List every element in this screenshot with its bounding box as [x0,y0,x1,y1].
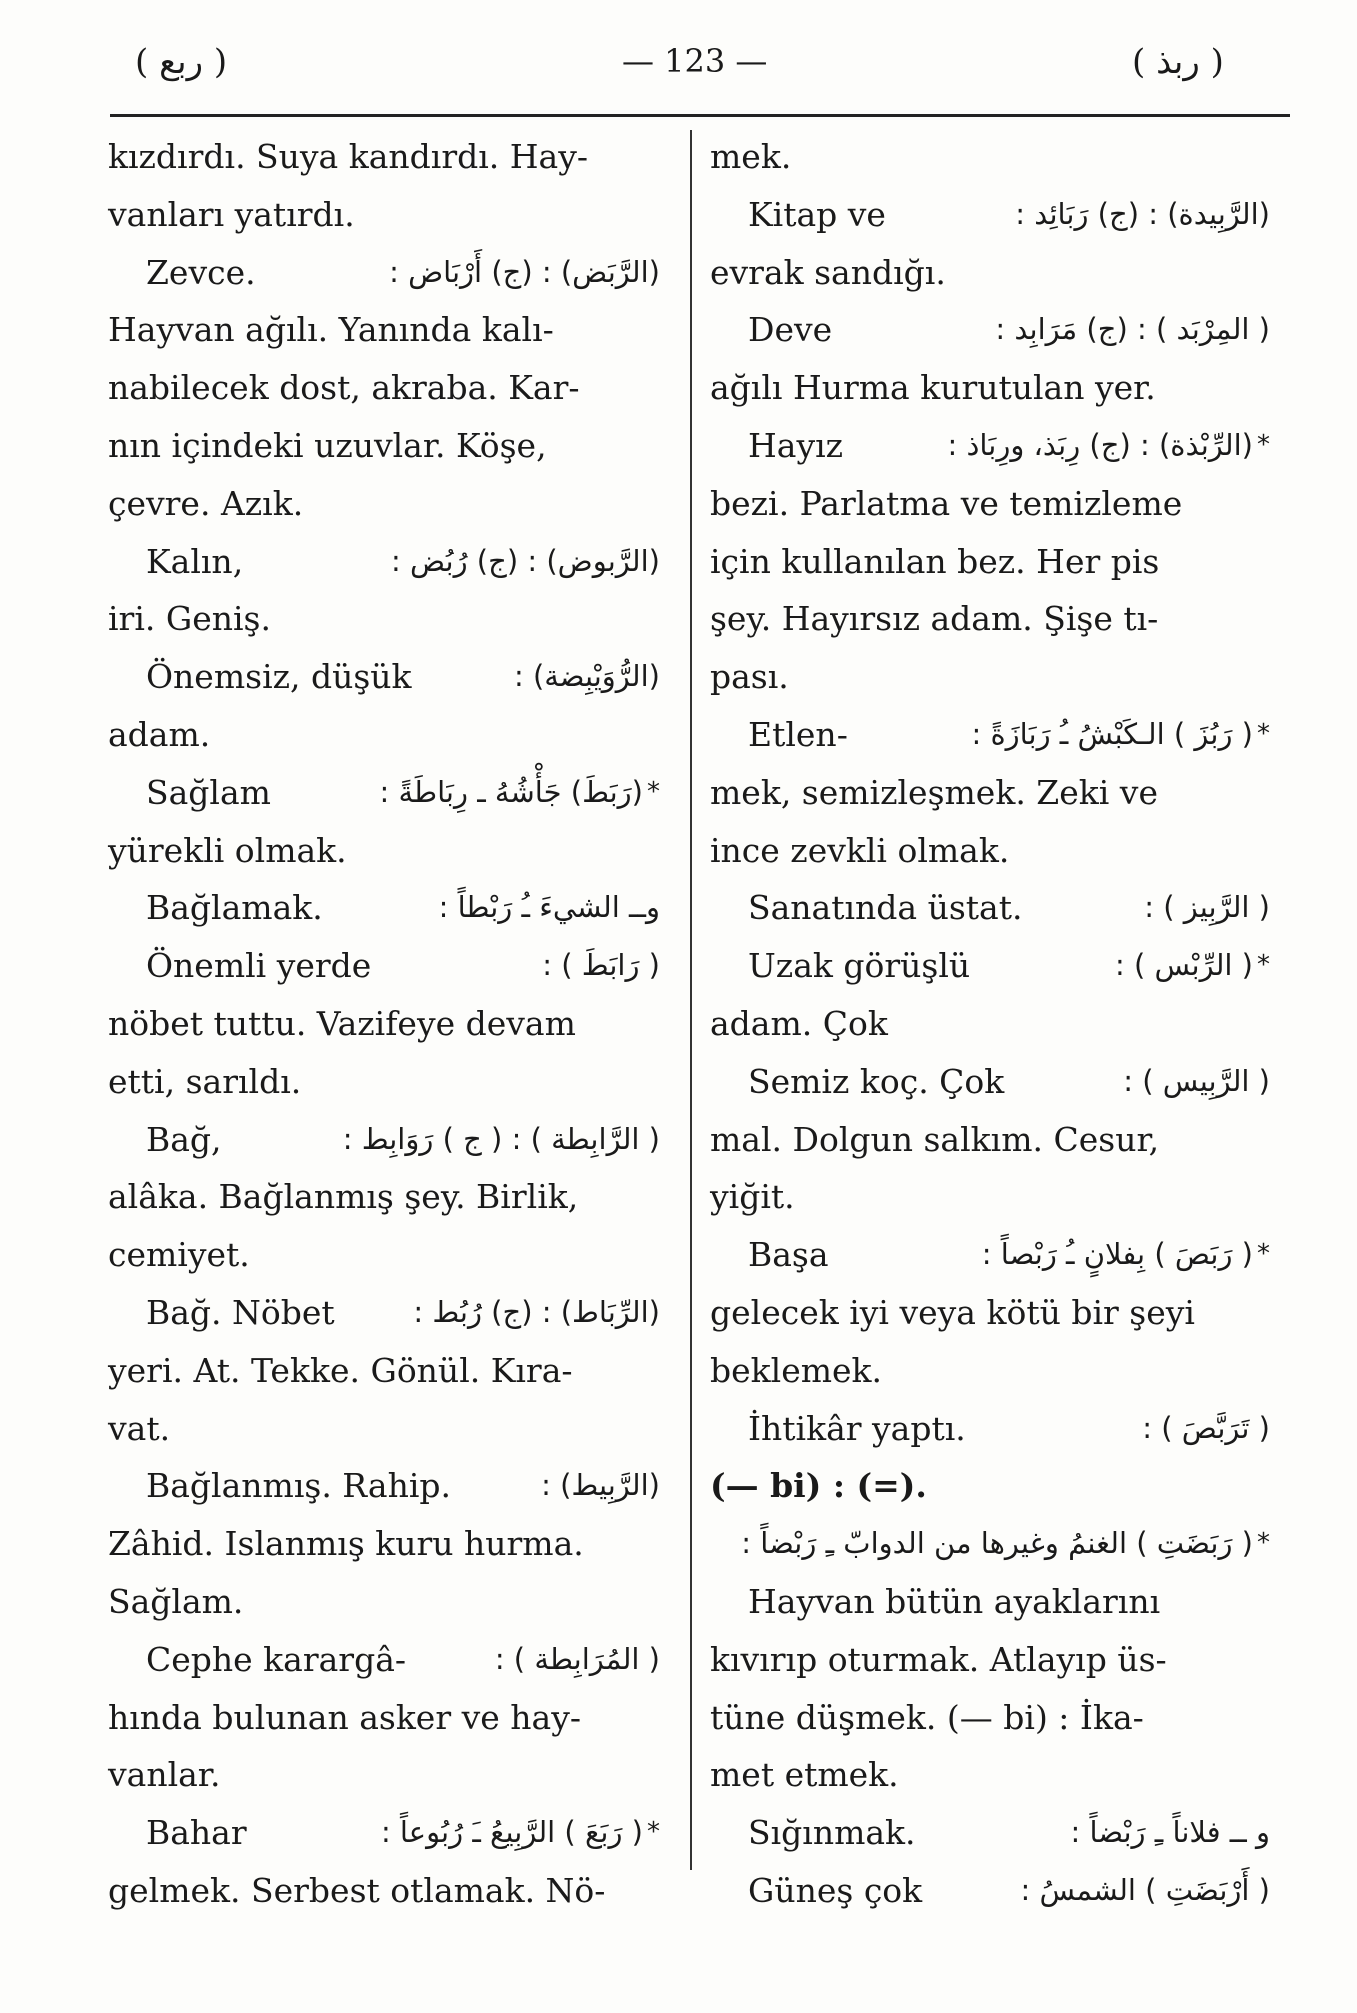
text-line [710,1862,1270,1920]
text-line [108,1053,660,1111]
text-line [108,1804,660,1862]
arabic-headword: (الرَّبِيط) : [541,1468,660,1503]
text-line [710,1342,1270,1400]
arabic-headword: ( المُرَابِطة ) : [494,1641,660,1676]
text-line [108,822,660,880]
turkish-text: cemiyet. [108,1235,250,1275]
arabic-headword: (الرَّبِيدة) : (ج) رَبَائِد : [1015,196,1270,231]
arabic-headword: (الرُّوَيْبِضة) : [513,659,660,694]
arabic-headword: ( رَبَصَ ) بِفلانٍ ـُ رَبْصاً : [981,1237,1253,1272]
asterisk-marker: * [1257,950,1270,981]
turkish-text: bezi. Parlatma ve temizleme [710,483,1183,523]
text-line [710,1053,1270,1111]
turkish-text: ince zevkli olmak. [710,830,1010,870]
turkish-text: adam. [108,714,211,754]
turkish-text: mek. [710,137,792,176]
turkish-text: çevre. Azık. [108,483,304,523]
turkish-text: (— bi) : (=). [710,1466,927,1506]
text-line [710,995,1270,1053]
text-line [108,1573,660,1631]
text-line [710,706,1270,764]
turkish-text: yiğit. [710,1177,795,1217]
text-line [710,475,1270,533]
text-line [710,244,1270,302]
text-line [108,244,660,302]
arabic-headword: و ــ فلاناً ـِ رَبْضاً : [1070,1815,1270,1850]
turkish-text: vat. [108,1408,171,1448]
turkish-text: Sağlam. [108,1581,244,1621]
turkish-text: adam. Çok [710,1003,888,1043]
arabic-headword: ( رَبَعَ ) الرَّبِيعُ ـَ رُبُوعاً : [380,1815,643,1850]
turkish-text: Başa [748,1235,829,1275]
turkish-text: Sağlam [146,772,271,812]
turkish-text: Bağ, [146,1119,222,1159]
turkish-text: vanları yatırdı. [108,194,355,234]
text-line [710,1400,1270,1458]
asterisk-marker: * [1257,718,1270,749]
turkish-text: yeri. At. Tekke. Gönül. Kıra- [108,1350,573,1390]
text-line [710,937,1270,995]
turkish-text: nabilecek dost, akraba. Kar- [108,368,580,408]
text-line [710,1284,1270,1342]
turkish-text: Kitap ve [748,194,886,234]
text-line [108,186,660,244]
arabic-headword: (الرَّبَض) : (ج) أَرْبَاض : [389,254,660,289]
asterisk-marker: * [1257,1239,1270,1270]
text-line [710,186,1270,244]
text-line [108,1284,660,1342]
arabic-headword: ( المِرْبَد ) : (ج) مَرَابِد : [995,312,1270,347]
turkish-text: Bağ. Nöbet [146,1292,335,1332]
arabic-headword: (الرِّبْذة) : (ج) رِبَذ، ورِبَاذ : [947,427,1253,462]
turkish-text: nın içindeki uzuvlar. Köşe, [108,425,547,465]
turkish-text: Uzak görüşlü [748,946,971,986]
turkish-text: nöbet tuttu. Vazifeye devam [108,1003,576,1043]
text-line [710,879,1270,937]
text-line [108,1226,660,1284]
turkish-text: tüne düşmek. (— bi) : İka- [710,1697,1144,1737]
text-line [710,1689,1270,1747]
text-line [710,1631,1270,1689]
text-line [108,879,660,937]
text-line [108,475,660,533]
turkish-text: Önemsiz, düşük [146,657,412,697]
turkish-text: beklemek. [710,1350,883,1390]
arabic-headword: (الرَّبوض) : (ج) رُبُض : [390,543,660,578]
turkish-text: iri. Geniş. [108,599,271,639]
header-left-root-word: ( ربع ) [135,42,228,82]
text-line [108,1342,660,1400]
turkish-text: kıvırıp oturmak. Atlayıp üs- [710,1639,1167,1679]
text-line [108,128,660,186]
text-line [108,706,660,764]
turkish-text: hında bulunan asker ve hay- [108,1697,581,1737]
text-line [710,1226,1270,1284]
text-line [710,648,1270,706]
column-divider [690,130,692,1870]
text-line [710,590,1270,648]
turkish-text: kızdırdı. Suya kandırdı. Hay- [108,137,588,176]
left-column [108,128,660,1920]
turkish-text: Hayız [748,425,844,465]
turkish-text: Bahar [146,1813,247,1853]
arabic-headword: ( رَبَضَتِ ) الغنمُ وغيرها من الدوابّ ـِ رَبْضاً : [741,1526,1253,1561]
turkish-text: alâka. Bağlanmış şey. Birlik, [108,1177,579,1217]
turkish-text: Kalın, [146,541,244,581]
arabic-headword: ( تَرَبَّصَ ) : [1142,1410,1270,1445]
asterisk-marker: * [1257,429,1270,460]
right-column [710,128,1270,1920]
text-line [108,995,660,1053]
text-line [710,128,1270,186]
arabic-headword: (الرِّبَاط) : (ج) رُبُط : [413,1294,660,1329]
turkish-text: için kullanılan bez. Her pis [710,541,1160,581]
text-line [710,359,1270,417]
page-number: — 123 — [622,42,768,80]
text-line [108,301,660,359]
turkish-text: mal. Dolgun salkım. Cesur, [710,1119,1160,1159]
text-line [108,1631,660,1689]
arabic-headword: ( رَبُزَ ) الـكَبْشُ ـُ رَبَازَةً : [971,716,1253,751]
text-line [710,301,1270,359]
turkish-text: gelecek iyi veya kötü bir şeyi [710,1292,1195,1332]
turkish-text: Semiz koç. Çok [748,1061,1005,1101]
text-line [710,1804,1270,1862]
turkish-text: Sanatında üstat. [748,888,1023,928]
arabic-headword: (رَبَطَ) جَأْشُهُ ـ رِبَاطَةً : [379,774,643,809]
asterisk-marker: * [647,776,660,807]
text-line [108,1862,660,1920]
text-line [108,1168,660,1226]
text-line [710,1168,1270,1226]
turkish-text: evrak sandığı. [710,252,946,292]
turkish-text: Önemli yerde [146,946,372,986]
text-line [108,590,660,648]
turkish-text: Hayvan bütün ayaklarını [748,1581,1161,1621]
turkish-text: Bağlamak. [146,888,323,928]
arabic-headword: ( الرَّابِطة ) : ( ج ) رَوَابِط : [342,1121,660,1156]
turkish-text: Zâhid. Islanmış kuru hurma. [108,1524,584,1564]
turkish-text: mek, semizleşmek. Zeki ve [710,772,1158,812]
turkish-text: Etlen- [748,714,848,754]
turkish-text: Güneş çok [748,1870,923,1910]
turkish-text: Bağlanmış. Rahip. [146,1466,451,1506]
turkish-text: Hayvan ağılı. Yanında kalı- [108,310,554,350]
text-line [108,1111,660,1169]
header-right-root-word: ( ربذ ) [1132,42,1224,82]
text-line [108,764,660,822]
text-line [108,417,660,475]
text-line [710,822,1270,880]
text-line [710,533,1270,591]
turkish-text: Cephe karargâ- [146,1639,407,1679]
turkish-text: şey. Hayırsız adam. Şişe tı- [710,599,1159,639]
text-line [108,648,660,706]
text-line [710,1746,1270,1804]
text-line [108,937,660,995]
turkish-text: Deve [748,310,833,350]
arabic-headword: وــ الشيءَ ـُ رَبْطاً : [438,890,660,925]
turkish-text: Sığınmak. [748,1813,916,1853]
text-line [108,1515,660,1573]
text-line [710,1573,1270,1631]
arabic-headword: ( الرَّبِيس ) : [1123,1063,1270,1098]
turkish-text: met etmek. [710,1755,899,1795]
asterisk-marker: * [1257,1528,1270,1559]
text-line [108,1457,660,1515]
text-line [710,1111,1270,1169]
text-line [108,1400,660,1458]
text-line [108,359,660,417]
turkish-text: İhtikâr yaptı. [748,1408,966,1448]
turkish-text: vanlar. [108,1755,221,1795]
text-line [710,1457,1270,1515]
turkish-text: Zevce. [146,252,256,292]
text-line [710,1515,1270,1573]
arabic-headword: ( أَرْبَضَتِ ) الشمسُ : [1020,1872,1270,1907]
text-line [710,417,1270,475]
asterisk-marker: * [647,1817,660,1848]
text-line [108,533,660,591]
text-line [108,1746,660,1804]
text-line [108,1689,660,1747]
arabic-headword: ( الرِّبْس ) : [1115,948,1253,983]
header-rule [110,114,1290,117]
turkish-text: etti, sarıldı. [108,1061,302,1101]
turkish-text: ağılı Hurma kurutulan yer. [710,368,1156,408]
arabic-headword: ( الرَّبِيز ) : [1144,890,1270,925]
arabic-headword: ( رَابَطَ ) : [542,948,660,983]
text-line [710,764,1270,822]
turkish-text: gelmek. Serbest otlamak. Nö- [108,1870,606,1910]
turkish-text: yürekli olmak. [108,830,347,870]
turkish-text: pası. [710,657,789,697]
